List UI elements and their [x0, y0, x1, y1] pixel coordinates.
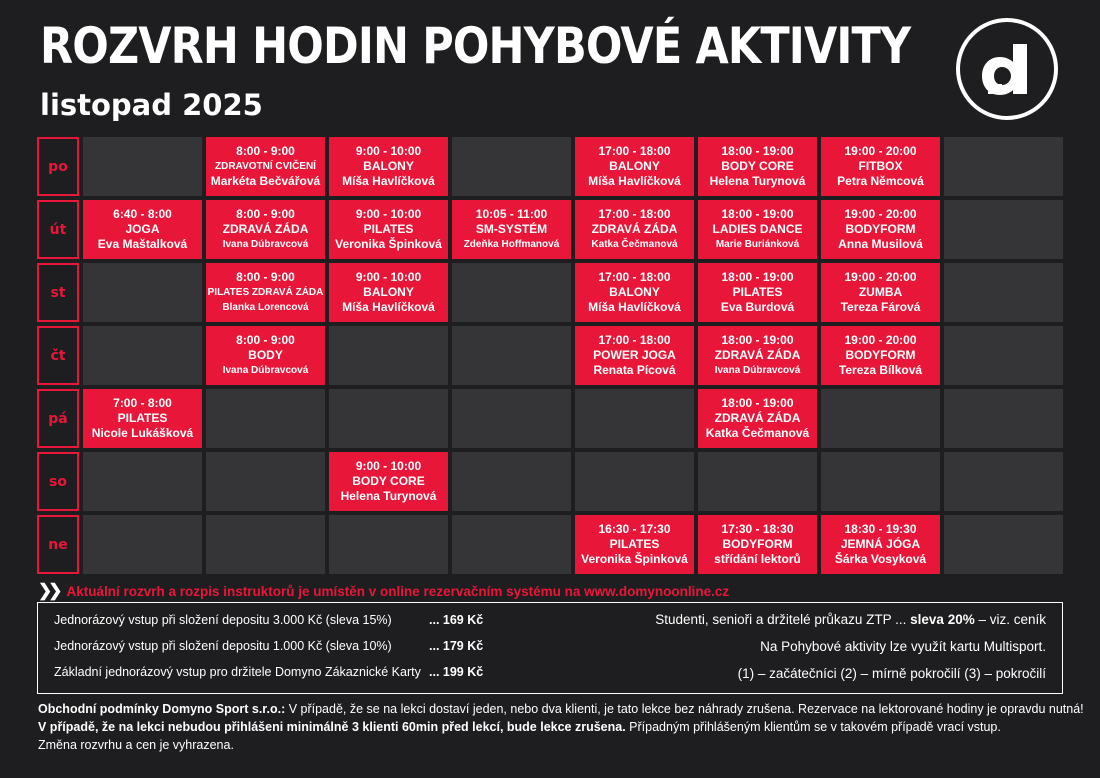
level-legend: (1) – začátečníci (2) – mírně pokročilí (3) – pokročilí	[737, 666, 1046, 681]
lesson-instructor: Helena Turynová	[340, 489, 437, 503]
lesson-instructor: střídání lektorů	[714, 552, 801, 566]
empty-slot	[83, 137, 202, 196]
lesson-cell[interactable]	[698, 137, 817, 196]
lesson-cell[interactable]	[698, 389, 817, 448]
lesson-name: FITBOX	[858, 159, 903, 173]
day-label: ne	[37, 515, 79, 574]
empty-slot	[452, 137, 571, 196]
lesson-instructor: Markéta Bečvářová	[210, 174, 321, 188]
lesson-time: 17:30 - 18:30	[721, 522, 794, 536]
lesson-time: 17:00 - 18:00	[598, 207, 671, 221]
empty-slot	[575, 452, 694, 511]
lesson-instructor: Veronika Špinková	[581, 552, 688, 566]
lesson-time: 18:00 - 19:00	[721, 144, 794, 158]
lesson-instructor: Ivana Dúbravcová	[222, 365, 309, 376]
lesson-instructor: Tereza Fárová	[840, 300, 921, 314]
lesson-instructor: Marie Buriánková	[715, 239, 800, 250]
lesson-name: JEMNÁ JÓGA	[840, 537, 921, 551]
lesson-time: 17:00 - 18:00	[598, 270, 671, 284]
lesson-cell[interactable]	[206, 137, 325, 196]
terms-text: Případným přihlášeným klientům se v takovém případě vrací vstup.	[625, 720, 1001, 734]
terms-line	[38, 700, 1084, 718]
empty-slot	[944, 263, 1063, 322]
lesson-time: 19:00 - 20:00	[844, 207, 917, 221]
lesson-name: JOGA	[125, 222, 160, 236]
lesson-name: BODYFORM	[845, 222, 916, 236]
price-row	[54, 665, 483, 679]
lesson-name: ZDRAVOTNÍ CVIČENÍ	[215, 161, 316, 172]
lesson-time: 7:00 - 8:00	[113, 396, 172, 410]
lesson-name: BODYFORM	[845, 348, 916, 362]
terms-text: V případě, že se na lekci dostaví jeden, nebo dva klienti, je tato lekce bez náhrady zrušena. Rezervace na lektorované hodiny je opravdu nutná!	[285, 702, 1084, 716]
lesson-cell[interactable]	[83, 200, 202, 259]
lesson-instructor: Míša Havlíčková	[588, 174, 681, 188]
discount-text: Studenti, senioři a držitelé průkazu ZTP ...	[655, 612, 911, 627]
lesson-cell[interactable]	[821, 515, 940, 574]
schedule-grid	[37, 137, 1063, 574]
lesson-instructor: Petra Němcová	[837, 174, 924, 188]
lesson-time: 9:00 - 10:00	[355, 270, 422, 284]
lesson-name: ZUMBA	[858, 285, 903, 299]
lesson-time: 8:00 - 9:00	[236, 144, 295, 158]
terms-footer	[38, 700, 1084, 754]
lesson-cell[interactable]	[575, 137, 694, 196]
lesson-time: 19:00 - 20:00	[844, 333, 917, 347]
online-notice	[38, 581, 729, 601]
lesson-instructor: Veronika Špinková	[335, 237, 442, 251]
lesson-cell[interactable]	[698, 326, 817, 385]
empty-slot	[944, 137, 1063, 196]
lesson-name: SM-SYSTÉM	[475, 222, 548, 236]
lesson-cell[interactable]	[329, 263, 448, 322]
lesson-time: 9:00 - 10:00	[355, 207, 422, 221]
lesson-name: BALONY	[609, 285, 660, 299]
lesson-time: 17:00 - 18:00	[598, 144, 671, 158]
empty-slot	[452, 263, 571, 322]
lesson-name: BODY CORE	[721, 159, 794, 173]
lesson-time: 8:00 - 9:00	[236, 270, 295, 284]
lesson-time: 6:40 - 8:00	[113, 207, 172, 221]
empty-slot	[452, 452, 571, 511]
price-label: Základní jednorázový vstup pro držitele Domyno Zákaznické Karty	[54, 665, 421, 679]
price-value: ... 199 Kč	[429, 665, 484, 679]
empty-slot	[821, 452, 940, 511]
terms-bold-text: V případě, že na lekci nebudou přihlášeni minimálně 3 klienti 60min před lekcí, bude lekce zrušena.	[38, 720, 626, 734]
empty-slot	[944, 389, 1063, 448]
lesson-instructor: Anna Musilová	[838, 237, 923, 251]
lesson-instructor: Nicole Lukášková	[91, 426, 194, 440]
lesson-name: PILATES	[732, 285, 783, 299]
empty-slot	[452, 389, 571, 448]
discount-note: – viz. ceník	[974, 612, 1046, 627]
empty-slot	[83, 263, 202, 322]
price-box	[37, 602, 1063, 694]
lesson-name: PILATES	[609, 537, 660, 551]
lesson-name: ZDRAVÁ ZÁDA	[591, 222, 678, 236]
lesson-name: ZDRAVÁ ZÁDA	[714, 348, 801, 362]
discount-value: sleva 20%	[910, 612, 975, 627]
day-label: čt	[37, 326, 79, 385]
discount-info	[655, 612, 1046, 627]
lesson-instructor: Blanka Lorencová	[222, 302, 309, 313]
lesson-instructor: Zdeňka Hoffmanová	[463, 239, 560, 250]
lesson-cell[interactable]	[329, 137, 448, 196]
empty-slot	[821, 389, 940, 448]
lesson-instructor: Helena Turynová	[709, 174, 806, 188]
notice-text: Aktuální rozvrh a rozpis instruktorů je umístěn v online rezervačním systému na www.domynoonline.cz	[66, 583, 730, 599]
day-label: st	[37, 263, 79, 322]
day-label: pá	[37, 389, 79, 448]
empty-slot	[944, 515, 1063, 574]
lesson-name: ZDRAVÁ ZÁDA	[222, 222, 309, 236]
lesson-instructor: Katka Čečmanová	[591, 239, 678, 250]
day-label: út	[37, 200, 79, 259]
terms-heading: Obchodní podmínky Domyno Sport s.r.o.:	[38, 702, 286, 716]
lesson-time: 8:00 - 9:00	[236, 207, 295, 221]
empty-slot	[83, 515, 202, 574]
price-value: ... 169 Kč	[429, 613, 484, 627]
lesson-instructor: Míša Havlíčková	[342, 300, 435, 314]
lesson-time: 10:05 - 11:00	[475, 207, 548, 221]
empty-slot	[944, 200, 1063, 259]
double-chevron-icon: ❯❯	[38, 581, 59, 600]
lesson-cell[interactable]	[575, 326, 694, 385]
empty-slot	[83, 326, 202, 385]
lesson-name: BALONY	[363, 159, 414, 173]
lesson-time: 18:00 - 19:00	[721, 270, 794, 284]
lesson-cell[interactable]	[821, 200, 940, 259]
empty-slot	[575, 389, 694, 448]
lesson-cell[interactable]	[452, 200, 571, 259]
lesson-instructor: Ivana Dúbravcová	[714, 365, 801, 376]
lesson-cell[interactable]	[698, 515, 817, 574]
empty-slot	[944, 452, 1063, 511]
lesson-cell[interactable]	[575, 515, 694, 574]
lesson-instructor: Šárka Vosyková	[834, 552, 927, 566]
lesson-name: BALONY	[609, 159, 660, 173]
price-label: Jednorázový vstup při složení depositu 3.000 Kč (sleva 15%)	[54, 613, 392, 627]
price-row	[54, 639, 483, 653]
day-label: so	[37, 452, 79, 511]
multisport-info: Na Pohybové aktivity lze využít kartu Multisport.	[760, 639, 1046, 654]
page-title: ROZVRH HODIN POHYBOVÉ AKTIVITY	[40, 17, 911, 75]
empty-slot	[698, 452, 817, 511]
lesson-instructor: Renata Pícová	[593, 363, 676, 377]
empty-slot	[206, 452, 325, 511]
terms-line	[38, 718, 1084, 736]
empty-slot	[83, 452, 202, 511]
price-value: ... 179 Kč	[429, 639, 484, 653]
lesson-cell[interactable]	[83, 389, 202, 448]
lesson-name: BODY CORE	[352, 474, 425, 488]
lesson-cell[interactable]	[206, 200, 325, 259]
empty-slot	[452, 515, 571, 574]
lesson-name: LADIES DANCE	[712, 222, 803, 236]
day-label: po	[37, 137, 79, 196]
empty-slot	[329, 389, 448, 448]
lesson-cell[interactable]	[575, 200, 694, 259]
lesson-name: BALONY	[363, 285, 414, 299]
empty-slot	[206, 515, 325, 574]
lesson-instructor: Eva Burdová	[720, 300, 795, 314]
lesson-cell[interactable]	[206, 263, 325, 322]
lesson-time: 18:00 - 19:00	[721, 333, 794, 347]
lesson-instructor: Ivana Dúbravcová	[222, 239, 309, 250]
lesson-cell[interactable]	[698, 200, 817, 259]
lesson-time: 19:00 - 20:00	[844, 270, 917, 284]
domyno-logo-icon	[956, 18, 1058, 120]
price-label: Jednorázový vstup při složení depositu 1.000 Kč (sleva 10%)	[54, 639, 392, 653]
lesson-name: ZDRAVÁ ZÁDA	[714, 411, 801, 425]
lesson-name: PILATES ZDRAVÁ ZÁDA	[207, 287, 324, 298]
lesson-instructor: Tereza Bílková	[838, 363, 923, 377]
lesson-time: 8:00 - 9:00	[236, 333, 295, 347]
lesson-cell[interactable]	[575, 263, 694, 322]
page-subtitle: listopad 2025	[40, 88, 263, 122]
lesson-cell[interactable]	[821, 137, 940, 196]
empty-slot	[452, 326, 571, 385]
lesson-instructor: Míša Havlíčková	[342, 174, 435, 188]
lesson-time: 16:30 - 17:30	[598, 522, 671, 536]
lesson-cell[interactable]	[698, 263, 817, 322]
lesson-time: 18:00 - 19:00	[721, 396, 794, 410]
lesson-time: 19:00 - 20:00	[844, 144, 917, 158]
empty-slot	[329, 515, 448, 574]
lesson-instructor: Míša Havlíčková	[588, 300, 681, 314]
lesson-cell[interactable]	[206, 326, 325, 385]
empty-slot	[206, 389, 325, 448]
lesson-time: 18:30 - 19:30	[844, 522, 917, 536]
lesson-instructor: Katka Čečmanová	[705, 426, 810, 440]
lesson-name: PILATES	[363, 222, 414, 236]
lesson-instructor: Eva Maštalková	[97, 237, 188, 251]
lesson-name: BODY	[248, 348, 283, 362]
lesson-cell[interactable]	[329, 200, 448, 259]
price-row	[54, 613, 483, 627]
terms-line: Změna rozvrhu a cen je vyhrazena.	[38, 738, 234, 752]
empty-slot	[329, 326, 448, 385]
lesson-cell[interactable]	[821, 263, 940, 322]
lesson-time: 9:00 - 10:00	[355, 459, 422, 473]
lesson-name: BODYFORM	[722, 537, 793, 551]
lesson-name: PILATES	[117, 411, 168, 425]
lesson-time: 18:00 - 19:00	[721, 207, 794, 221]
lesson-time: 9:00 - 10:00	[355, 144, 422, 158]
lesson-time: 17:00 - 18:00	[598, 333, 671, 347]
empty-slot	[944, 326, 1063, 385]
lesson-cell[interactable]	[329, 452, 448, 511]
lesson-cell[interactable]	[821, 326, 940, 385]
lesson-name: POWER JOGA	[593, 348, 676, 362]
